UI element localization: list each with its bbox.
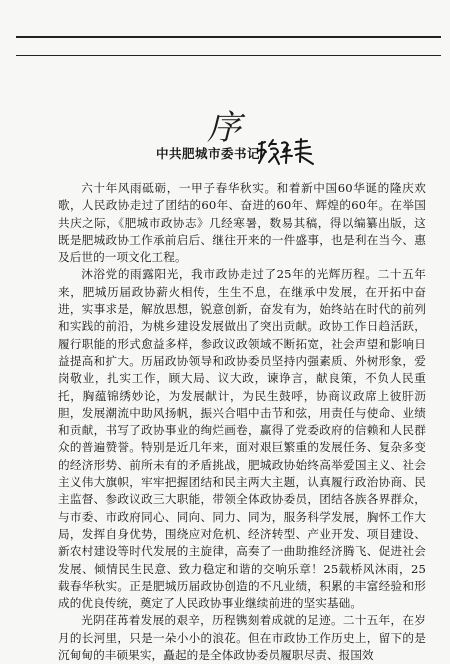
paragraph-2: 沐浴党的雨露阳光，我市政协走过了25年的光辉历程。二十五年来，肥城历届政协薪火相传，生生不息，在继承中发展，在开拓中奋进，实事求是，解放思想，锐意创新，奋发有为，始终站在时代的前列和实践的前沿，为桃乡建设发展做出了突出贡献。政协工作日趋活跃，履行职能的形式愈益多样，参政议政领域不断拓宽，社会声望和影响日益提高和扩大。历届政协领导和政协委员坚持内强素质、外树形象，爱岗敬业，扎实工作，顾大局、议大政，谏诤言，献良策，不负人民重托，胸蕴锦绣妙论，为发展献计，为民生鼓呼，协商议政席上彼肝沥胆，发展潮流中助风扬帆，振兴合唱中击节和弦，用责任与使命、业绩和贡献，书写了政协事业的绚烂画卷，赢得了党委政府的信赖和人民群众的普遍赞誉。特别是近几年来，面对艰巨繁重的发展任务、复杂多变的经济形势、前所未有的矛盾挑战，肥城政协始终高举爱国主义、社会主义伟大旗帜，牢牢把握团结和民主两大主题，认真履行政治协商、民主监督、参政议政三大职能，带领全体政协委员，团结各族各界群众，与市委、市政府同心、同向、同力、同为，服务科学发展，胸怀工作大局，发挥自身优势，围绕应对危机、经济转型、产业开发、项目建设、新农村建设等时代发展的主旋律，高奏了一曲助推经济腾飞、促进社会发展、倾情民生民意、致力稳定和谐的交响乐章！25载桥风沐雨，25载春华秋实。正是肥城历届政协创造的不凡业绩，积累的丰富经验和形成的优良传统，奠定了人民政协事业继续前进的坚实基础。 bbox=[58, 267, 426, 611]
top-rule bbox=[16, 36, 441, 38]
preface-body bbox=[58, 180, 426, 664]
paragraph-1: 六十年风雨砥砺，一甲子春华秋实。和着新中国60华诞的隆庆欢歌，人民政协走过了团结的60年、奋进的60年、辉煌的60年。在举国共庆之际，《肥城市政协志》几经寒暑，数易其稿，得以编纂出版，这既是肥城政协工作承前启后、继往开来的一件盛事，也是利在当今、惠及后世的一项文化工程。 bbox=[58, 181, 426, 265]
paragraph-3: 光阴荏苒着发展的艰辛，历程镌刻着成就的足迹。二十五年，在岁月的长河里，只是一朵小小的浪花。但在市政协工作历史上，留下的是沉甸甸的丰硕果实，矗起的是全体政协委员履职尽责、报国效 bbox=[58, 613, 426, 663]
handwritten-signature-icon bbox=[255, 136, 317, 168]
author-title: 中共肥城市委书记 bbox=[156, 146, 261, 161]
signature bbox=[255, 136, 317, 172]
page-title: 序 bbox=[207, 108, 243, 148]
top-rule-thin bbox=[16, 55, 441, 56]
